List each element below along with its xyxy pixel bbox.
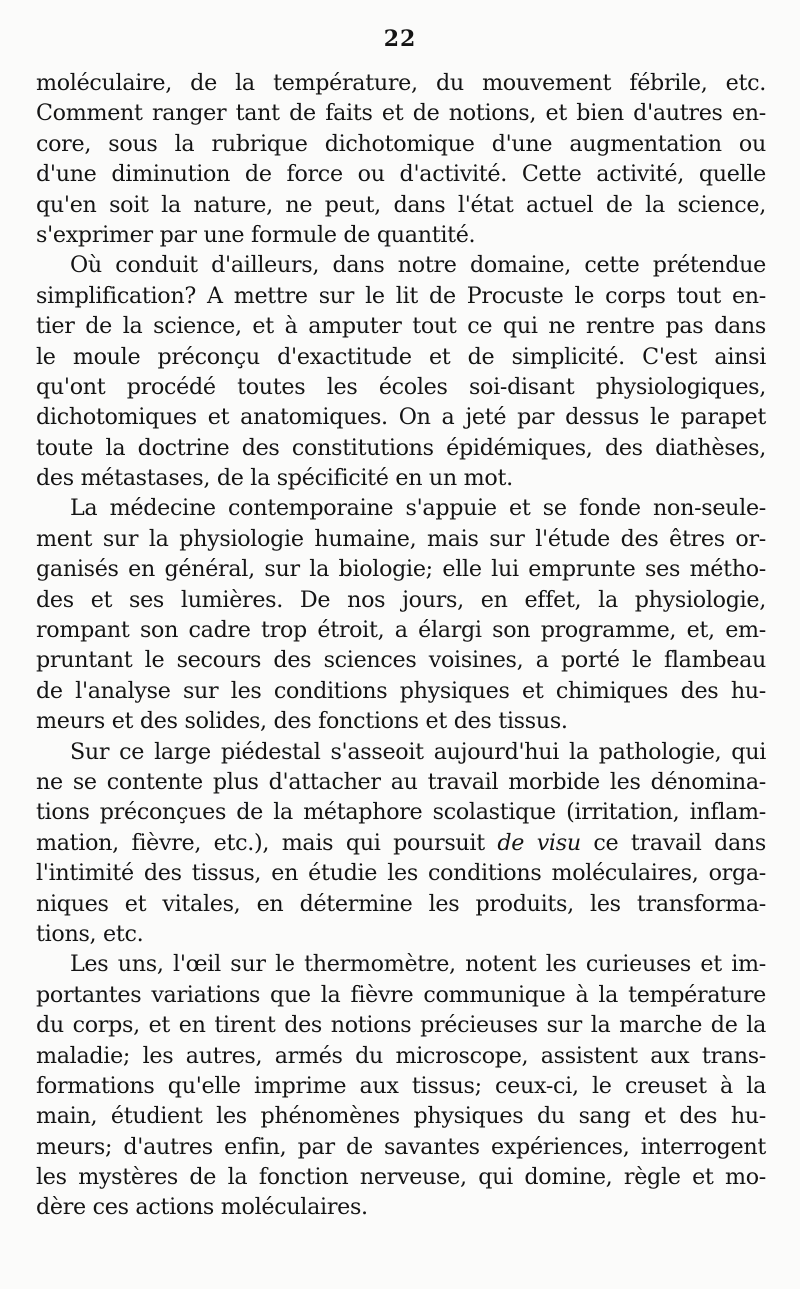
text-line: toute la doctrine des constitutions épidémiques, des diathèses, [36,434,766,461]
text-line: dichotomiques et anatomiques. On a jeté par dessus le parapet [36,404,766,431]
text-line: pruntant le secours des sciences voisines, a porté le flambeau [36,647,766,674]
text-line: Comment ranger tant de faits et de notions, et bien d'autres en- [36,100,766,127]
text-line: Où conduit d'ailleurs, dans notre domaine, cette prétendue [70,252,766,279]
text-line: formations qu'elle imprime aux tissus; ceux-ci, le creuset à la [36,1072,766,1099]
text-line: le moule préconçu d'exactitude et de simplicité. C'est ainsi [36,343,766,370]
text-line: ne se contente plus d'attacher au travail morbide les dénomina- [36,768,766,795]
text-line: main, étudient les phénomènes physiques du sang et des hu- [36,1103,766,1130]
text-line: Sur ce large piédestal s'asseoit aujourd'hui la pathologie, qui [70,738,766,765]
text-line: ganisés en général, sur la biologie; elle lui emprunte ses métho- [36,556,766,583]
text-line: tions préconçues de la métaphore scolastique (irritation, inflam- [36,799,766,826]
text-line: portantes variations que la fièvre communique à la température [36,981,766,1008]
text-line: tions, etc. [36,920,144,947]
text-line: les mystères de la fonction nerveuse, qui domine, règle et mo- [36,1164,766,1191]
text-line: rompant son cadre trop étroit, a élargi son programme, et, em- [36,617,766,644]
text-line: l'intimité des tissus, en étudie les conditions moléculaires, orga- [36,860,766,887]
text-line: s'exprimer par une formule de quantité. [36,221,476,248]
text-line: des et ses lumières. De nos jours, en effet, la physiologie, [36,586,766,613]
text-line: simplification? A mettre sur le lit de Procuste le corps tout en- [36,282,766,309]
text-line: tier de la science, et à amputer tout ce qui ne rentre pas dans [36,313,766,340]
body-text [36,68,766,1223]
text-line: moléculaire, de la température, du mouvement fébrile, etc. [36,70,766,96]
text-line: meurs; d'autres enfin, par de savantes expériences, interrogent [36,1133,766,1160]
text-line: Les uns, l'œil sur le thermomètre, notent les curieuses et im- [70,951,766,978]
text-line: mation, fièvre, etc.), mais qui poursuit de visu ce travail dans [36,829,766,856]
paragraph [36,493,766,736]
paragraph [36,68,766,250]
text-line: maladie; les autres, armés du microscope, assistent aux trans- [36,1042,766,1069]
text-line: d'une diminution de force ou d'activité. Cette activité, quelle [36,161,766,188]
page-number: 22 [383,26,417,52]
paragraph [36,250,766,493]
text-line: niques et vitales, en détermine les produits, les transforma- [36,890,766,917]
text-line: La médecine contemporaine s'appuie et se fonde non-seule- [70,495,766,522]
text-line: ment sur la physiologie humaine, mais sur l'étude des êtres or- [36,525,766,552]
text-line: des métastases, de la spécificité en un mot. [36,465,513,492]
paragraph [36,949,766,1223]
text-line: de l'analyse sur les conditions physiques et chimiques des hu- [36,677,766,704]
text-line: qu'ont procédé toutes les écoles soi-disant physiologiques, [36,373,766,400]
text-line: dère ces actions moléculaires. [36,1194,368,1221]
text-line: du corps, et en tirent des notions précieuses sur la marche de la [36,1012,766,1039]
text-line: core, sous la rubrique dichotomique d'une augmentation ou [36,130,766,157]
text-line: meurs et des solides, des fonctions et des tissus. [36,708,568,735]
text-line: qu'en soit la nature, ne peut, dans l'état actuel de la science, [36,191,766,218]
paragraph [36,737,766,950]
